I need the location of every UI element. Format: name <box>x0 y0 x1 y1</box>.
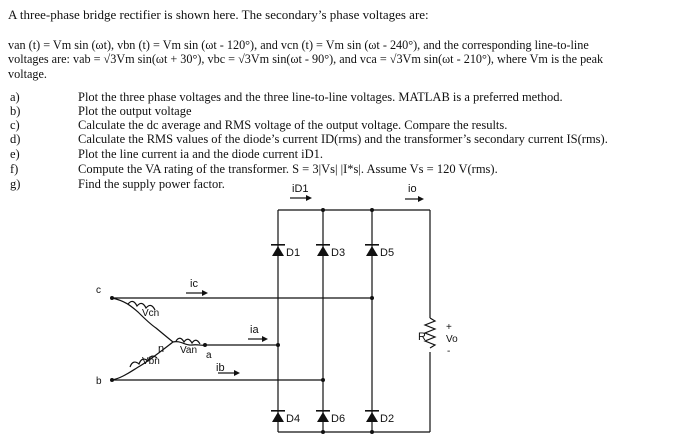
resistor <box>425 318 435 348</box>
task-text-c: Calculate the dc average and RMS voltage of the output voltage. Compare the results. <box>78 118 508 132</box>
task-label-f: f) <box>10 162 19 176</box>
task-text-a: Plot the three phase voltages and the three line-to-line voltages. MATLAB is a preferred method. <box>78 90 563 104</box>
current-id1-label: iD1 <box>292 183 309 195</box>
diode-d3-label: D3 <box>331 247 346 259</box>
task-label-g: g) <box>10 177 21 191</box>
equation-line-3: voltage. <box>8 67 47 81</box>
current-ia-label: ia <box>250 324 259 336</box>
current-ib-label: ib <box>216 362 225 374</box>
winding-c <box>112 298 173 342</box>
problem-intro: A three-phase bridge rectifier is shown here. The secondary’s phase voltages are: <box>8 7 429 22</box>
equation-line-1: van (t) = Vm sin (ωt), vbn (t) = Vm sin (ωt - 120°), and vcn (t) = Vm sin (ωt - 240°), and the corresponding line-to-line <box>8 38 589 52</box>
diode-d5-label: D5 <box>380 247 395 259</box>
vo-minus-label: - <box>447 346 451 357</box>
current-ic-label: ic <box>190 278 198 290</box>
task-label-c: c) <box>10 118 20 132</box>
task-text-d: Calculate the RMS values of the diode’s current ID(rms) and the transformer’s secondary current IS(rms). <box>78 132 608 146</box>
equation-line-2: voltages are: vab = √3Vm sin(ωt + 30°), vbc = √3Vm sin(ωt - 90°), and vca = √3Vm sin(ωt - 210°), where Vm is the peak <box>8 52 604 66</box>
task-label-d: d) <box>10 132 21 146</box>
node-b-label: b <box>96 376 102 387</box>
task-label-b: b) <box>10 104 21 118</box>
current-io-label: io <box>408 183 417 195</box>
vo-label: Vo <box>446 334 458 345</box>
task-text-b: Plot the output voltage <box>78 104 192 118</box>
task-text-f: Compute the VA rating of the transformer. S = 3|Vs| |I*s|. Assume Vs = 120 V(rms). <box>78 162 498 176</box>
winding-a-turns <box>176 338 200 344</box>
van-label: Van <box>180 345 198 356</box>
task-label-a: a) <box>10 90 20 104</box>
node-c-dot <box>110 296 114 300</box>
node-b-dot <box>110 378 114 382</box>
diode-d2-label: D2 <box>380 413 395 425</box>
node-a-dot <box>203 343 207 347</box>
diode-d6-label: D6 <box>331 413 346 425</box>
node-c-label: c <box>96 285 101 296</box>
vcn-label: Vcn <box>142 308 160 319</box>
task-text-g: Find the supply power factor. <box>78 177 225 191</box>
task-label-e: e) <box>10 147 20 161</box>
task-text-e: Plot the line current ia and the diode current iD1. <box>78 147 324 161</box>
vbn-label: Vbn <box>142 356 160 367</box>
vo-plus-label: + <box>446 322 452 333</box>
neutral-label: n <box>158 343 165 355</box>
node-a-label: a <box>206 350 212 361</box>
diode-d4-label: D4 <box>286 413 301 425</box>
diode-d1-label: D1 <box>286 247 301 259</box>
resistor-label: R <box>418 331 426 343</box>
